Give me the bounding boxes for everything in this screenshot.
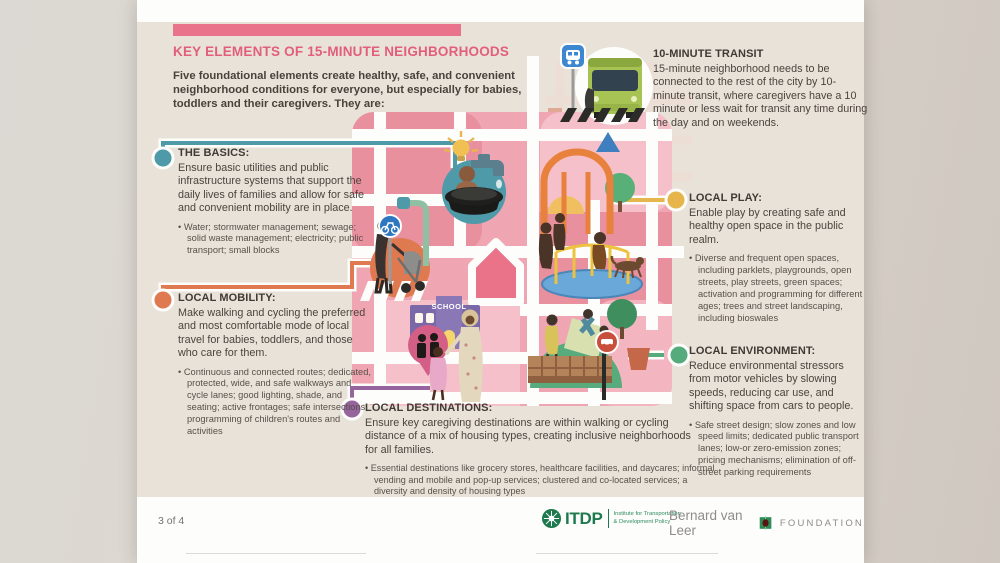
title-accent-bar: [173, 24, 461, 36]
merry-go-round: [542, 244, 642, 298]
school-sign-label: SCHOOL: [431, 302, 467, 311]
mobility-node: [153, 290, 173, 310]
itdp-logo: [541, 508, 681, 529]
bvl-foundation-label: FOUNDATION: [779, 517, 864, 529]
footer-rule-right: [536, 553, 718, 554]
basics-bullet: • Water; stormwater management; sewage; solid waste management; electricity; public transport; small blocks: [178, 222, 376, 258]
bus-illustration: [585, 58, 642, 118]
play-bullet: • Diverse and frequent open spaces, including parklets, playgrounds, open streets, play streets, green spaces; activation and programming for different ages; trees and street landscaping, including bioswales: [689, 253, 867, 324]
mobility-title: LOCAL MOBILITY:: [178, 292, 276, 304]
bernard-van-leer-logo: [669, 508, 864, 538]
infographic-slide: [137, 0, 868, 563]
top-white-band: [137, 0, 864, 22]
environment-title: LOCAL ENVIRONMENT:: [689, 345, 816, 357]
itdp-tagline: Institute for Transportation & Development Policy: [613, 510, 681, 525]
footer-logos: [137, 505, 864, 539]
section-mobility: [178, 292, 372, 438]
destinations-bullet: • Essential destinations like grocery stores, healthcare facilities, and daycares; informal vending and mobile and pop-up services; clustered and co-located services; a diversity and density of housing types: [365, 463, 722, 498]
itdp-divider: [608, 509, 609, 528]
basics-title: THE BASICS:: [178, 147, 250, 159]
page-number: 3 of 4: [158, 515, 185, 527]
environment-body: Reduce environmental stressors from motor vehicles by slowing speeds, reducing car use, and shifting space from cars to people.: [689, 360, 854, 413]
play-body: Enable play by creating safe and healthy open space in the public realm.: [689, 207, 846, 246]
tree-icon: [607, 299, 637, 329]
section-play: [689, 192, 867, 324]
mobility-body: Make walking and cycling the preferred and most comfortable mode of local travel for babies, toddlers, and those who care for them.: [178, 307, 366, 360]
transit-title: 10-MINUTE TRANSIT: [653, 48, 764, 60]
itdp-wordmark: ITDP: [565, 508, 603, 528]
pallet: [528, 356, 612, 383]
bvl-emblem-icon: [759, 514, 772, 532]
environment-bullet: • Safe street design; slow zones and low speed limits; dedicated public transport lanes; low-or zero-emission zones; pricing mechanisms; elimination of off-street parking requirements: [689, 420, 867, 479]
basics-body: Ensure basic utilities and public infrastructure systems that support the daily lives of families and allow for safe and convenient mobility are in place.: [178, 162, 365, 215]
destinations-body: Ensure key caregiving destinations are within walking or cycling distance of a mix of housing types, creating inclusive neighborhoods for all families.: [365, 417, 691, 456]
page-title: KEY ELEMENTS OF 15-MINUTE NEIGHBORHOODS: [173, 44, 510, 59]
planter-pot: [627, 348, 650, 370]
itdp-emblem-icon: [541, 508, 562, 529]
footer-rule-left: [186, 553, 366, 554]
bvl-wordmark: Bernard van Leer: [669, 508, 743, 538]
section-destinations: [365, 402, 713, 498]
intro-paragraph: Five foundational elements create healthy, safe, and convenient neighborhood conditions for everyone, but especially for babies, toddlers and their caregivers. They are:: [173, 70, 522, 110]
basics-node: [153, 148, 173, 168]
play-node: [666, 190, 686, 210]
destinations-title: LOCAL DESTINATIONS:: [365, 402, 493, 414]
play-title: LOCAL PLAY:: [689, 192, 763, 204]
section-transit: [653, 48, 868, 136]
transit-body: 15-minute neighborhood needs to be connected to the rest of the city by 10-minute transit, where caregivers have a 10 minute or less wait for transit any time during the day and on weekends.: [653, 63, 868, 129]
environment-node: [669, 345, 689, 365]
section-environment: [689, 345, 867, 479]
section-basics: [178, 147, 376, 257]
mobility-bullet: • Continuous and connected routes; dedicated, protected, wide, and safe walkways and cycle lanes; good lighting, shade, and seating; active frontages; safe intersections; programming of children's routes and activities: [178, 367, 372, 438]
